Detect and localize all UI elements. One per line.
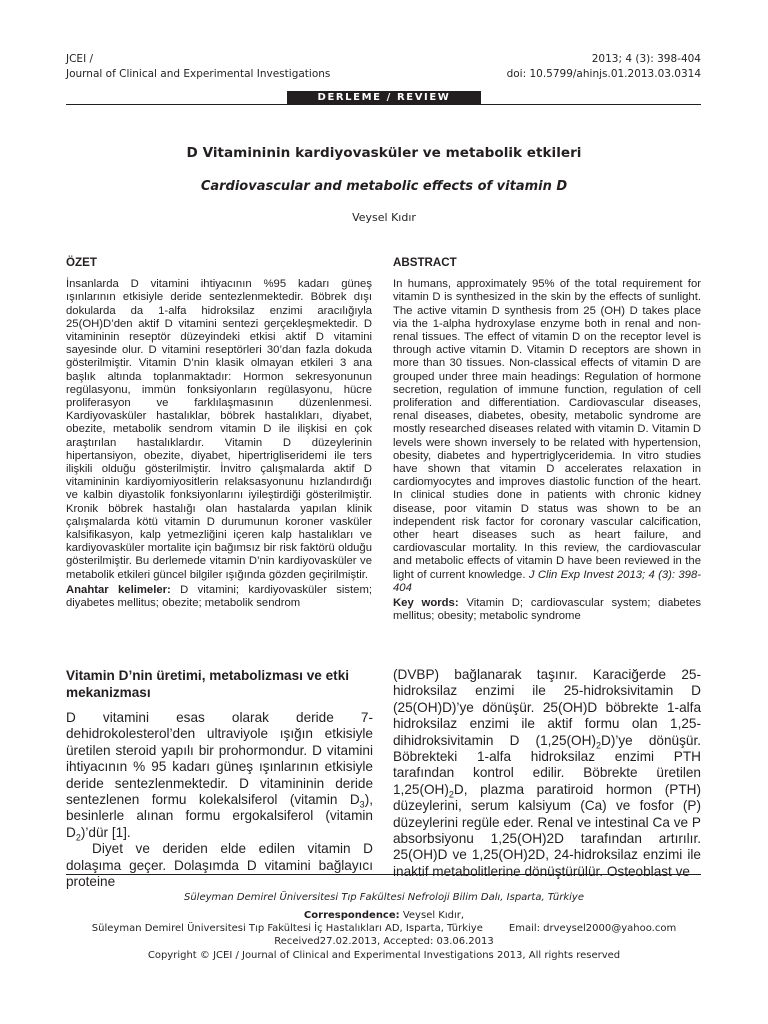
p1-subscript-1: 3 (359, 799, 365, 810)
address-line (40, 922, 728, 935)
body-paragraph-2: Diyet ve deriden elde edilen vitamin D dolaşıma geçer. Dolaşımda D vitamini bağlayıcı proteine (66, 841, 373, 890)
journal-full: Journal of Clinical and Experimental Investigations (66, 68, 331, 80)
p1-text-c: )’dür [1]. (80, 824, 131, 840)
footer-rule (66, 874, 701, 875)
affiliation: Süleyman Demirel Üniversitesi Tıp Fakültesi Nefroloji Bilim Dalı, Isparta, Türkiye (183, 892, 584, 903)
p1-text-b: ), besinlerle alınan formu ergokalsiferol (vitamin D (66, 792, 373, 840)
abstract-keywords-label: Key words: (393, 597, 459, 610)
r-text-a: (DVBP) bağlanarak taşınır. Karaciğerde 25-hidroksilaz enzimi ile 25-hidroksivitamin D (25(OH)D)’ye dönüşür. 25(OH)D böbrekte 1-alfa hidroksilaz enzimi ile aktif formu olan 1,25-dihidroksivitamin D (1,25(OH) (393, 667, 701, 748)
ozet-section (66, 256, 372, 610)
dates: Received27.02.2013, Accepted: 03.06.2013 (274, 936, 494, 947)
ozet-keywords (66, 584, 372, 610)
p1-text-a: D vitamini esas olarak deride 7-dehidrokolesterol’den ultraviyole ışığın etkisiyle üretilen steroid yapılı bir prohormondur. D vitamini ihtiyacının % 95 kadarı güneş ışınlarının etkisiyle deride sentezlenmektedir. D vitamininin deride sentezlenen formu kolekalsiferol (vitamin D (66, 710, 373, 808)
abstract-keywords (393, 597, 701, 623)
ozet-text: İnsanlarda D vitamini ihtiyacının %95 kadarı güneş ışınlarının etkisiyle deride sentezlenmektedir. Böbrek dışı dokularda da 1-alfa hidroksilaz enzimi aracılığıyla 25(OH)D’den aktif D vitamini sentezi gerçekleşmektedir. D vitamininin reseptör düzeyindeki etkisi aktif D vitamini sayesinde olur. D vitamini reseptörleri 30’dan fazla dokuda gösterilmiştir. Vitamin D’nin klasik olmayan etkileri 3 ana başlık altında toplanmaktadır: Hormon sekresyonunun regülasyonu, immün fonksiyonların regülasyonu, hücre proliferasyon ve farklılaşmasının düzenlenmesi. Kardiyovasküler hastalıklar, böbrek hastalıkları, diyabet, obezite, metabolik sendrom vitamin D ile ilişkisi en çok araştırılan hastalıklardır. Vitamin D düzeylerinin hipertansiyon, obezite, diyabet, hipertrigliseridemi ile ters ilişkili olduğu gösterilmiştir. İnvitro çalışmalarda aktif D vitamininin kardiyomiyositlerin relaksasyonunu hızlandırdığı ve kalbin diyastolik fonksiyonlarını iyileştirdiği gösterilmiştir. Kronik böbrek hastalığı olan hastalarda yapılan klinik çalışmalarda kötü vitamin D durumunun koroner vasküler kalsifikasyon, kalp yetmezliğini içeren kalp hastalıkları ve kardiyovasküler mortalite için bağımsız bir risk faktörü olduğu gösterilmiştir. Bu derlemede vitamin D’nin kardiyovasküler ve metabolik etkileri güncel bilgiler ışığında gözden geçirilmiştir. (66, 278, 372, 581)
abstract-citation: J Clin Exp Invest 2013; 4 (3): 398-404 (393, 568, 702, 594)
ozet-keywords-list: D vitamini; kardiyovasküler sistem; diyabetes mellitus; obezite; metabolik sendrom (66, 583, 372, 610)
issue-header (507, 52, 701, 82)
author-name: Veysel Kıdır (352, 211, 416, 224)
journal-short: JCEI / (66, 53, 94, 65)
article-title: D Vitamininin kardiyovasküler ve metabolik etkileri (186, 145, 582, 161)
r-subscript-2: 2 (448, 789, 454, 800)
email[interactable]: Email: drveysel2000@yahoo.com (508, 923, 677, 934)
address: Süleyman Demirel Üniversitesi Tıp Fakültesi İç Hastalıkları AD, Isparta, Türkiye (91, 923, 483, 934)
body-paragraph-1 (66, 710, 373, 841)
body-paragraph-3 (393, 667, 701, 880)
abstract-keywords-list: Vitamin D; cardiovascular system; diabetes mellitus; obesity; metabolic syndrome (393, 597, 701, 623)
abstract-text (393, 278, 701, 595)
issue-info: 2013; 4 (3): 398-404 (591, 53, 701, 65)
article-type-banner: DERLEME / REVIEW ARTICLE (287, 91, 481, 105)
journal-header (66, 52, 330, 82)
correspondence-label: Correspondence: (303, 910, 400, 921)
r-text-b: D)’ye dönüşür. Böbrekteki 1-alfa hidroksilaz enzimi PTH tarafından kontrol edilir. Böbrekte üretilen 1,25(OH) (393, 732, 701, 797)
correspondence (40, 909, 728, 922)
body-right-column (393, 667, 701, 880)
abstract-section (393, 256, 701, 623)
abstract-heading: ABSTRACT (393, 256, 457, 269)
section-heading: Vitamin D’nin üretimi, metabolizması ve etki mekanizması (66, 668, 350, 700)
correspondence-name: Veysel Kıdır, (402, 910, 465, 921)
copyright: Copyright © JCEI / Journal of Clinical and Experimental Investigations 2013, All rights reserved (147, 950, 621, 961)
r-text-c: D, plazma paratiroid hormon (PTH) düzeylerini, serum kalsiyum (Ca) ve fosfor (P) düzeylerini regüle eder. Renal ve intestinal Ca ve P absorbsiyonu 1,25(OH)2D tarafından artırılır. 25(OH)D ve 1,25(OH)2D, 24-hidroksilaz enzimi ile inaktif metabolitlerine dönüştürülür. Osteoblast ve (393, 781, 701, 879)
r-subscript-1: 2 (595, 740, 601, 751)
p1-subscript-2: 2 (75, 832, 81, 843)
ozet-heading: ÖZET (66, 256, 97, 269)
ozet-keywords-label: Anahtar kelimeler: (66, 583, 171, 596)
doi: doi: 10.5799/ahinjs.01.2013.03.0314 (506, 68, 701, 80)
abstract-body: In humans, approximately 95% of the total requirement for vitamin D is synthesized in the skin by the effects of sunlight. The active vitamin D synthesis from 25 (OH) D takes place via the 1-alpha hydroxylase enzyme both in renal and non-renal tissues. The effect of vitamin D on the receptor level is through active vitamin D. Vitamin D receptors are shown in more than 30 tissues. Non-classical effects of vitamin D are grouped under three main headings: Regulation of hormone secretion, regulation of immune function, regulation of cell proliferation and differentiation. Cardiovascular diseases, renal diseases, diabetes, obesity, metabolic syndrome are mostly researched diseases related with vitamin D. Vitamin D levels were shown inversely to be related with hypertension, obesity, diabetes and hypertriglyceridemia. In vitro studies have shown that vitamin D accelerates relaxation in cardiomyocytes and improves diastolic function of the heart. In clinical studies done in patients with chronic kidney disease, poor vitamin D status was shown to be an independent risk factor for coronary vascular calcification, other heart diseases such as heart failure, and cardiovascular mortality. In this review, the cardiovascular and metabolic effects of vitamin D have been reviewed in the light of current knowledge. (393, 278, 701, 581)
body-left-column (66, 668, 373, 890)
article-title-english: Cardiovascular and metabolic effects of vitamin D (200, 179, 568, 194)
